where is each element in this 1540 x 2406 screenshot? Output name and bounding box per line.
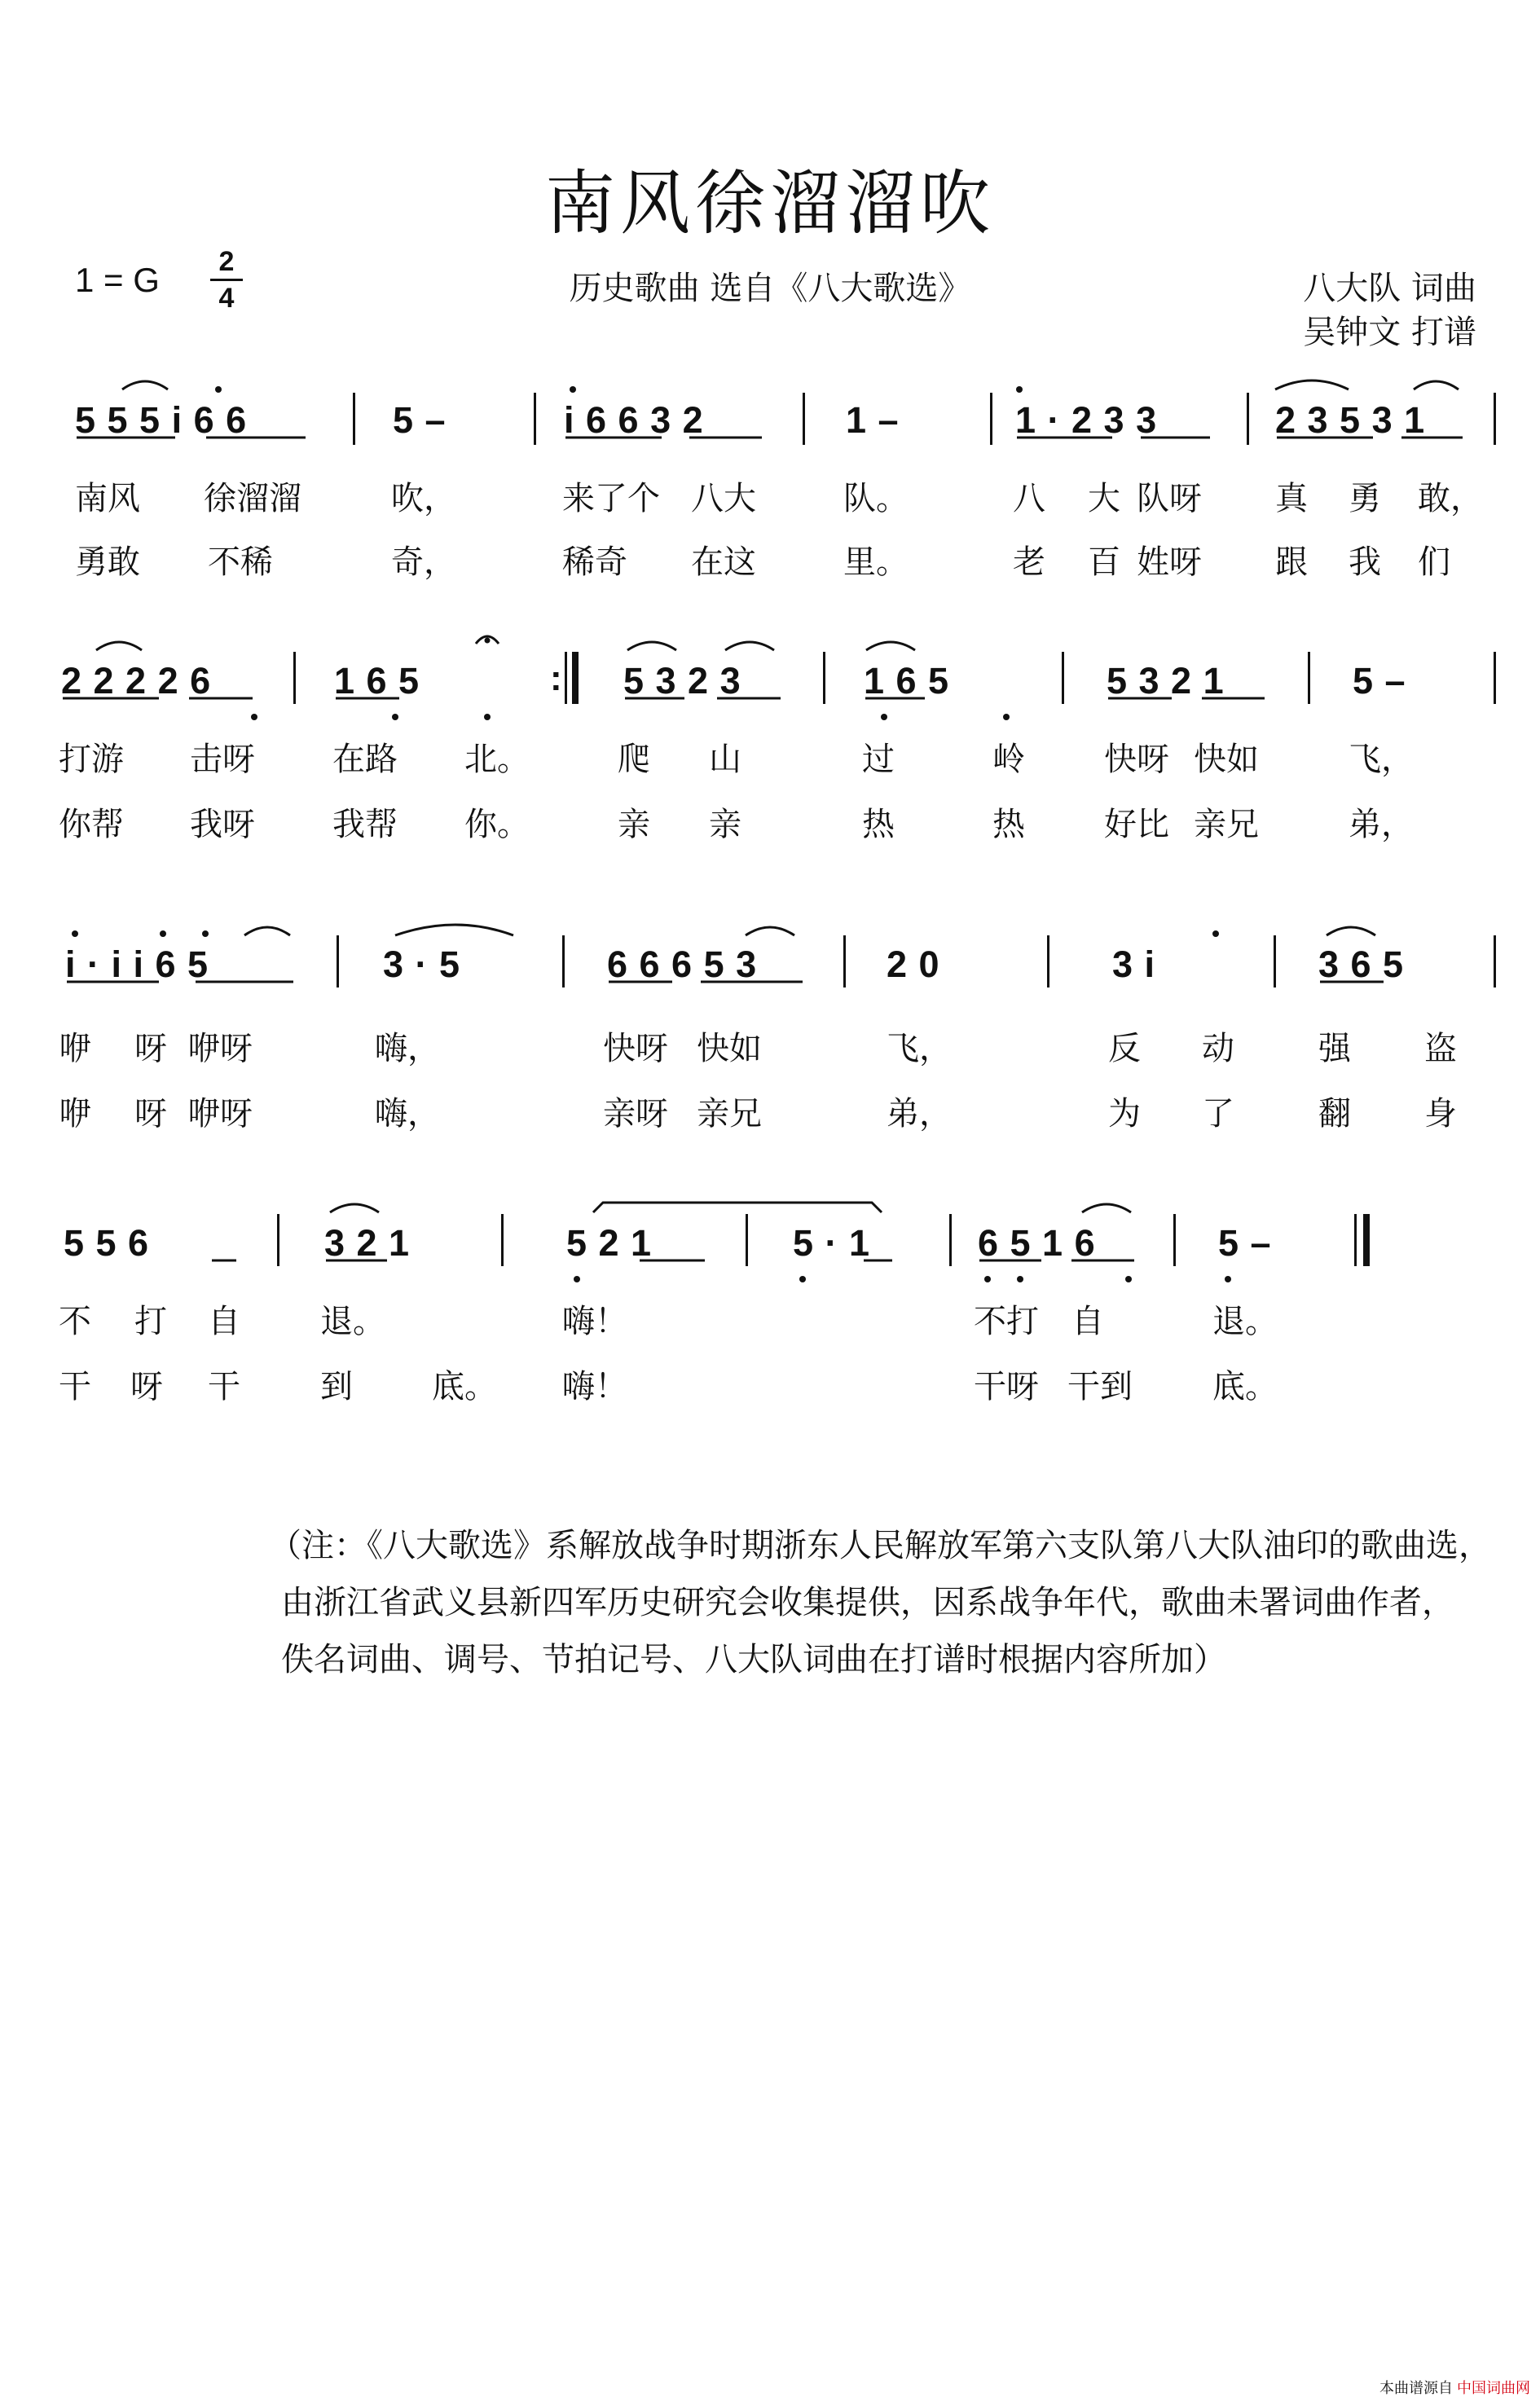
lyric: 打游	[59, 741, 124, 778]
slur	[627, 642, 676, 650]
lyric: 姓呀	[1137, 543, 1202, 581]
lyric: 咿	[59, 1095, 91, 1133]
measure-4-1: 5 5 6	[64, 1222, 150, 1264]
lyric: 山	[709, 741, 741, 778]
lyric: 真	[1275, 480, 1308, 517]
lyric: 在这	[691, 543, 756, 581]
repeat-dots: :	[550, 658, 562, 698]
lyric: 队。	[843, 480, 909, 517]
measure-3-5: 3 i	[1112, 943, 1156, 985]
lyric: 嗨！	[562, 1303, 627, 1340]
composer-credit: 八大队 词曲	[1303, 270, 1476, 307]
lyric: 八	[1013, 480, 1045, 517]
lyric: 亲	[709, 806, 741, 843]
lyric: 吹，	[391, 480, 456, 517]
lyric: 咿呀	[187, 1030, 253, 1067]
lyric: 身	[1424, 1095, 1457, 1133]
lyric: 我呀	[190, 806, 255, 843]
slur	[1327, 927, 1375, 935]
lyric: 翻	[1318, 1095, 1351, 1133]
slur	[330, 1204, 379, 1212]
lyric: 干到	[1067, 1368, 1133, 1405]
measure-1-6: 2 3 5 3 1	[1275, 399, 1426, 441]
lyric: 大	[1088, 480, 1120, 517]
slur	[1414, 381, 1459, 389]
lyric: 强	[1318, 1030, 1351, 1067]
lyric: 们	[1418, 543, 1450, 581]
lyric: 不稀	[208, 543, 273, 581]
lyric: 好比	[1104, 806, 1169, 843]
lyric: 爬	[618, 741, 650, 778]
subtitle: 历史歌曲 选自《八大歌选》	[569, 270, 971, 307]
lyric: 飞，	[887, 1030, 952, 1067]
measure-2-1: 2 2 2 2 6	[61, 660, 212, 702]
lyric: 亲兄	[697, 1095, 762, 1133]
lyric: 呀	[134, 1095, 167, 1133]
lyric: 击呀	[190, 741, 255, 778]
lyric: 勇	[1349, 480, 1381, 517]
measure-3-1: i · i i 6 5	[65, 943, 209, 985]
lyric: 你帮	[59, 806, 124, 843]
lyric: 呀	[134, 1030, 167, 1067]
slur	[746, 927, 794, 935]
lyric: 百	[1088, 543, 1120, 581]
fermata	[476, 636, 499, 644]
slur	[96, 642, 142, 650]
lyric: 队呀	[1137, 480, 1202, 517]
lyric: 八大	[691, 480, 756, 517]
lyric: 南风	[75, 480, 140, 517]
lyric: 干呀	[974, 1368, 1039, 1405]
lyric: 弟，	[887, 1095, 952, 1133]
measure-4-3: 5 2 1	[566, 1222, 653, 1264]
lyric: 干	[208, 1368, 240, 1405]
slurs	[96, 380, 1459, 1212]
lyric: 底。	[1212, 1368, 1278, 1405]
lyric: 不打	[974, 1303, 1039, 1340]
lyric: 打	[134, 1303, 167, 1340]
measure-2-6: 5 –	[1353, 660, 1406, 702]
lyric: 嗨，	[375, 1095, 440, 1133]
lyric: 热	[862, 806, 895, 843]
measure-1-3: i 6 6 3 2	[564, 399, 704, 441]
lyric: 飞，	[1349, 741, 1414, 778]
lyric: 嗨，	[375, 1030, 440, 1067]
lyric: 退。	[1212, 1303, 1278, 1340]
lyric: 了	[1202, 1095, 1234, 1133]
lyric: 咿呀	[187, 1095, 253, 1133]
lyric: 快呀	[603, 1030, 668, 1067]
lyric: 徐溜溜	[204, 480, 301, 517]
lyric: 咿	[59, 1030, 91, 1067]
footer-source-label: 本曲谱源自	[1379, 2380, 1453, 2396]
lyric: 为	[1108, 1095, 1141, 1133]
lyric: 到	[320, 1368, 353, 1405]
measure-4-6: 5 –	[1218, 1222, 1272, 1264]
lyric: 来了个	[562, 480, 660, 517]
lyric: 自	[1071, 1303, 1104, 1340]
slur	[866, 642, 915, 650]
measure-2-2: 1 6 5	[334, 660, 420, 702]
lyric: 快如	[697, 1030, 762, 1067]
note-line-3: 佚名词曲、调号、节拍记号、八大队词曲在打谱时根据内容所加）	[281, 1641, 1226, 1678]
lyric: 盗	[1424, 1030, 1457, 1067]
lyric: 你。	[464, 806, 530, 843]
lyric: 不	[59, 1303, 91, 1340]
lyric: 弟，	[1349, 806, 1414, 843]
measure-1-1: 5 5 5 i 6 6	[75, 399, 248, 441]
lyric: 勇敢	[75, 543, 140, 581]
measure-1-4: 1 –	[846, 399, 900, 441]
lyric: 奇，	[391, 543, 456, 581]
lyric: 跟	[1275, 543, 1308, 581]
slur	[1082, 1204, 1131, 1212]
measure-2-4: 1 6 5	[864, 660, 950, 702]
footer-site-link[interactable]: 中国词曲网	[1457, 2380, 1530, 2396]
lyric: 里。	[843, 543, 909, 581]
measure-3-4: 2 0	[887, 943, 940, 985]
lyric: 反	[1108, 1030, 1141, 1067]
lyric: 动	[1202, 1030, 1234, 1067]
lyric: 亲呀	[603, 1095, 668, 1133]
slur	[1275, 380, 1349, 389]
note-line-2: 由浙江省武义县新四军历史研究会收集提供，因系战争年代，歌曲未署词曲作者，	[281, 1584, 1454, 1621]
lyric: 我	[1349, 543, 1381, 581]
lyric: 稀奇	[562, 543, 627, 581]
measure-1-5: 1 · 2 3 3	[1015, 399, 1158, 441]
lyric: 敢，	[1418, 480, 1483, 517]
slur	[593, 1203, 882, 1212]
measure-4-4: 5 · 1	[793, 1222, 871, 1264]
footer-source	[1379, 2377, 1530, 2398]
measure-1-2: 5 –	[393, 399, 447, 441]
lyric: 在路	[332, 741, 398, 778]
key-signature: 1 = G	[75, 261, 160, 299]
measure-3-3: 6 6 6 5 3	[607, 943, 758, 985]
lyric: 自	[208, 1303, 240, 1340]
measure-3-2: 3 · 5	[383, 943, 461, 985]
octave-dots	[72, 386, 1231, 1282]
slur	[725, 642, 774, 650]
lyric: 亲	[618, 806, 650, 843]
lyric: 底。	[432, 1368, 497, 1405]
slur	[395, 925, 513, 935]
time-signature-bottom: 4	[218, 283, 235, 314]
measure-4-5: 6 5 1 6	[978, 1222, 1096, 1264]
slur	[122, 381, 168, 389]
transcriber-credit: 吴钟文 打谱	[1303, 314, 1476, 351]
lyric: 亲兄	[1194, 806, 1259, 843]
measure-4-2: 3 2 1	[324, 1222, 411, 1264]
lyric: 北。	[464, 741, 530, 778]
lyric: 我帮	[332, 806, 398, 843]
lyric: 干	[59, 1368, 91, 1405]
page-title: 南风徐溜溜吹	[545, 163, 995, 244]
rhythm-underlines	[63, 438, 1463, 1260]
slur	[244, 927, 290, 935]
lyric: 老	[1013, 543, 1045, 581]
lyric: 快如	[1194, 741, 1259, 778]
lyric: 呀	[130, 1368, 163, 1405]
measure-2-5: 5 3 2 1	[1107, 660, 1225, 702]
lyric: 退。	[320, 1303, 385, 1340]
lyric: 热	[992, 806, 1025, 843]
time-signature-top: 2	[218, 246, 235, 277]
lyric: 快呀	[1104, 741, 1169, 778]
lyric: 过	[862, 741, 895, 778]
lyric: 岭	[992, 741, 1025, 778]
lyric: 嗨！	[562, 1368, 627, 1405]
measure-3-6: 3 6 5	[1318, 943, 1405, 985]
note-line-1: （注：《八大歌选》系解放战争时期浙东人民解放军第六支队第八大队油印的歌曲选，	[269, 1527, 1491, 1564]
measure-2-3: 5 3 2 3	[623, 660, 741, 702]
